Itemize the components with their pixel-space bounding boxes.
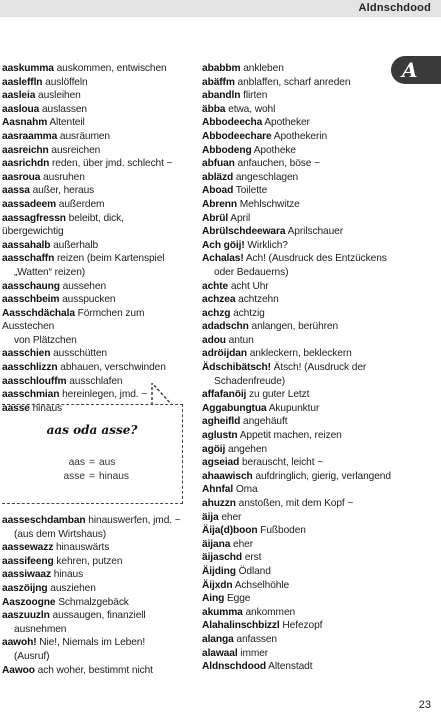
callout-term: aas	[68, 457, 85, 468]
dictionary-entry	[202, 76, 392, 90]
dictionary-entry	[202, 619, 392, 633]
entry-definition: auslassen	[41, 103, 87, 115]
entry-definition: außerdem	[58, 198, 105, 210]
entry-definition: eher	[233, 538, 254, 550]
dictionary-entry	[202, 116, 392, 130]
entry-definition: achtzehn	[238, 294, 279, 306]
entry-definition: Altenteil	[49, 117, 85, 129]
dictionary-entry	[2, 609, 187, 636]
entry-headword: äijana	[202, 538, 231, 550]
dictionary-entry	[202, 429, 392, 443]
entry-headword: Abbodeechare	[202, 130, 272, 142]
dictionary-entry	[202, 184, 392, 198]
entry-definition: flirten	[243, 90, 268, 102]
page-header	[0, 0, 441, 17]
entry-definition: Ach! (Ausdruck des Entzückens	[245, 253, 387, 265]
entry-headword: agseiad	[202, 457, 240, 469]
dictionary-entry	[2, 307, 187, 348]
entry-definition: Wirklich?	[247, 239, 288, 251]
dictionary-entry	[202, 470, 392, 484]
dictionary-entry	[202, 456, 392, 470]
entry-headword: adröijdan	[202, 348, 247, 360]
entry-headword: aasschaung	[2, 280, 60, 292]
entry-headword: aasleffln	[2, 76, 43, 88]
entry-definition: ankleckern, bekleckern	[249, 348, 352, 360]
left-entries-bottom	[2, 514, 187, 677]
dictionary-entry	[2, 293, 187, 307]
entry-headword: Abbodeecha	[202, 117, 263, 129]
entry-definition: ausspucken	[62, 294, 116, 306]
entry-definition: Nie!, Niemals im Leben!	[39, 637, 146, 649]
dictionary-entry	[2, 596, 187, 610]
entry-headword: aasroua	[2, 171, 41, 183]
dictionary-entry	[202, 361, 392, 388]
entry-definition: Akupunktur	[268, 402, 320, 414]
dictionary-entry	[202, 592, 392, 606]
entry-headword: alawaal	[202, 647, 238, 659]
entry-definition: hereinlegen, jmd. ~	[62, 389, 148, 401]
dictionary-entry	[202, 415, 392, 429]
entry-definition: angeschlagen	[235, 171, 299, 183]
callout-meaning: hinaus	[99, 471, 130, 482]
entry-headword: aaszöijng	[2, 582, 48, 594]
entry-headword: Abrülschdeewara	[202, 226, 286, 238]
entry-headword: achte	[202, 280, 229, 292]
entry-definition: auslöffeln	[45, 76, 88, 88]
entry-headword: aasse	[2, 402, 30, 414]
entry-headword: abläzd	[202, 171, 234, 183]
entry-headword: agöij	[202, 443, 226, 455]
entry-headword: Aawoo	[2, 664, 35, 676]
dictionary-entry	[202, 551, 392, 565]
entry-headword: Alahalinschbizzl	[202, 620, 280, 632]
entry-headword: Äijxdn	[202, 579, 233, 591]
right-entries	[202, 62, 392, 674]
entry-definition: Fußboden	[260, 525, 306, 537]
entry-definition: außer, heraus	[32, 185, 95, 197]
entry-continuation: ausnehmen	[14, 623, 67, 635]
dictionary-entry	[202, 647, 392, 661]
entry-headword: aaszuuzln	[2, 610, 50, 622]
dictionary-entry	[2, 582, 187, 596]
entry-headword: Aggabungtua	[202, 402, 267, 414]
entry-definition: April	[230, 212, 251, 224]
dictionary-entry	[202, 239, 392, 253]
entry-headword: achzea	[202, 294, 236, 306]
entry-headword: aasleia	[2, 90, 36, 102]
entry-headword: abäffm	[202, 76, 235, 88]
entry-headword: aasraamma	[2, 130, 58, 142]
entry-headword: äija	[202, 511, 219, 523]
entry-definition: Achselhöhle	[234, 579, 290, 591]
dictionary-entry	[2, 347, 187, 361]
entry-headword: abfuan	[202, 158, 235, 170]
entry-headword: aasschien	[2, 348, 51, 360]
entry-definition: ausziehen	[50, 582, 96, 594]
dictionary-entry	[202, 280, 392, 294]
entry-headword: achzg	[202, 307, 231, 319]
letter-index-tab	[391, 56, 441, 84]
entry-headword: aasrichdn	[2, 158, 50, 170]
dictionary-entry	[202, 511, 392, 525]
entry-definition: reizen (beim Kartenspiel	[56, 253, 165, 265]
entry-continuation: „Watten“ reizen)	[14, 266, 86, 278]
dictionary-entry	[2, 116, 187, 130]
entry-definition: abhauen, verschwinden	[60, 362, 166, 374]
entry-definition: antun	[228, 334, 254, 346]
entry-definition: zu guter Letzt	[249, 389, 310, 401]
entry-headword: Ahnfal	[202, 484, 234, 496]
dictionary-entry	[202, 497, 392, 511]
entry-headword: Aboad	[202, 185, 234, 197]
entry-definition: angehäuft	[243, 416, 288, 428]
dictionary-entry	[2, 184, 187, 198]
entry-definition: berauscht, leicht ~	[241, 457, 324, 469]
left-column	[0, 62, 187, 415]
entry-definition: ausschütten	[53, 348, 107, 360]
entry-headword: Ädschibätsch!	[202, 362, 271, 374]
entry-definition: hinaus	[53, 569, 84, 581]
entry-definition: kehren, putzen	[56, 555, 123, 567]
dictionary-entry	[202, 89, 392, 103]
entry-definition: Apotheke	[253, 144, 296, 156]
entry-definition: erst	[244, 552, 262, 564]
entry-definition: ankleben	[243, 63, 284, 74]
entry-definition: anfassen	[236, 633, 277, 645]
dictionary-entry	[2, 171, 187, 185]
entry-headword: Aasschdächala	[2, 307, 75, 319]
entry-definition: ach woher, bestimmt nicht	[37, 664, 153, 676]
entry-headword: aassa	[2, 185, 30, 197]
entry-definition: ausreichen	[51, 144, 101, 156]
dictionary-entry	[202, 198, 392, 212]
dictionary-entry	[2, 555, 187, 569]
dictionary-entry	[2, 541, 187, 555]
entry-headword: ahaawisch	[202, 470, 253, 482]
dictionary-entry	[202, 524, 392, 538]
entry-definition: außerhalb	[53, 239, 99, 251]
entry-definition: hinauswärts	[55, 542, 110, 554]
entry-definition: hinaus	[32, 402, 62, 414]
entry-definition: Appetit machen, reizen	[239, 430, 342, 442]
entry-headword: aassadeem	[2, 198, 57, 210]
entry-definition: Oma	[235, 484, 258, 496]
entry-definition: Ätsch! (Ausdruck der	[273, 362, 367, 374]
entry-headword: adou	[202, 334, 226, 346]
entry-definition: Ödland	[238, 565, 271, 577]
left-column-bottom	[0, 514, 187, 677]
callout-row	[2, 457, 182, 468]
entry-definition: achtzig	[233, 307, 265, 319]
entry-headword: ahuzzn	[202, 498, 236, 509]
entry-definition: eher	[221, 511, 242, 523]
dictionary-entry	[2, 76, 187, 90]
callout-tail	[150, 383, 174, 405]
entry-headword: alanga	[202, 633, 234, 645]
entry-definition: ausschlafen	[69, 375, 123, 387]
entry-definition: Schmalzgebäck	[58, 596, 129, 608]
entry-headword: aaskumma	[2, 63, 54, 74]
entry-definition: Förmchen zum Ausstechen	[2, 307, 145, 333]
dictionary-entry	[202, 212, 392, 226]
dictionary-entry	[2, 252, 187, 279]
dictionary-entry	[2, 157, 187, 171]
entry-headword: aassifeeng	[2, 555, 54, 567]
dictionary-entry	[2, 89, 187, 103]
entry-headword: Aaszoogne	[2, 596, 56, 608]
entry-definition: aussehen	[62, 280, 107, 292]
dictionary-entry	[202, 538, 392, 552]
dictionary-entry	[202, 293, 392, 307]
entry-headword: Ach göij!	[202, 239, 245, 251]
dictionary-entry	[202, 443, 392, 457]
dictionary-entry	[2, 144, 187, 158]
dictionary-entry	[2, 62, 187, 76]
dictionary-entry	[202, 388, 392, 402]
callout-row	[2, 471, 182, 482]
callout-meaning: aus	[99, 457, 116, 468]
entry-definition: Aprilschauer	[287, 226, 344, 238]
dictionary-entry	[2, 239, 187, 253]
callout-equals: =	[89, 457, 95, 468]
entry-headword: aasschlouffm	[2, 375, 67, 387]
entry-definition: anlangen, berühren	[251, 321, 339, 333]
entry-headword: Aing	[202, 593, 225, 605]
dictionary-entry	[2, 514, 187, 541]
entry-continuation: (aus dem Wirtshaus)	[14, 528, 107, 540]
dictionary-entry	[2, 280, 187, 294]
dictionary-entry	[202, 483, 392, 497]
entry-headword: abandln	[202, 90, 241, 102]
entry-headword: Äija(d)boon	[202, 525, 258, 537]
entry-definition: hinauswerfen, jmd. ~	[88, 515, 181, 526]
entry-headword: Aasnahm	[2, 117, 48, 129]
entry-headword: adadschn	[202, 321, 249, 333]
entry-headword: äbba	[202, 103, 226, 115]
dictionary-entry	[202, 633, 392, 647]
dictionary-entry	[202, 320, 392, 334]
callout-equals: =	[89, 471, 95, 482]
entry-definition: Apothekerin	[273, 130, 328, 142]
entry-headword: aassewazz	[2, 542, 54, 554]
entry-headword: Abrenn	[202, 198, 238, 210]
entry-headword: äijaschd	[202, 552, 242, 564]
dictionary-entry	[2, 636, 187, 663]
left-entries-top	[2, 62, 187, 415]
dictionary-entry	[202, 660, 392, 674]
entry-headword: agheifld	[202, 416, 241, 428]
callout-term: asse	[63, 471, 85, 482]
entry-definition: Egge	[226, 593, 251, 605]
dictionary-entry	[202, 144, 392, 158]
callout-box	[2, 404, 183, 504]
dictionary-entry	[202, 62, 392, 76]
dictionary-entry	[202, 579, 392, 593]
entry-definition: ausräumen	[59, 130, 110, 142]
entry-definition: beleibt, dick, übergewichtig	[2, 212, 124, 238]
entry-definition: etwa, wohl	[228, 103, 276, 115]
entry-headword: aassiwaaz	[2, 569, 51, 581]
entry-continuation: (Ausruf)	[14, 650, 50, 662]
dictionary-entry	[202, 307, 392, 321]
entry-definition: aussaugen, finanziell	[52, 610, 146, 622]
entry-continuation: Schadenfreude)	[214, 375, 286, 387]
dictionary-entry	[202, 103, 392, 117]
entry-headword: aasschlizzn	[2, 362, 58, 374]
entry-definition: ausruhen	[43, 171, 85, 183]
dictionary-entry	[202, 171, 392, 185]
dictionary-entry	[202, 347, 392, 361]
letter-index-label: A	[402, 58, 418, 82]
callout-title: aas oda asse?	[46, 423, 138, 437]
entry-headword: Aldnschdood	[202, 661, 266, 673]
dictionary-entry	[2, 103, 187, 117]
entry-headword: Abrül	[202, 212, 229, 224]
entry-headword: aasloua	[2, 103, 40, 115]
entry-definition: reden, über jmd. schlecht ~	[51, 158, 173, 170]
entry-definition: acht Uhr	[230, 280, 269, 292]
dictionary-entry	[202, 565, 392, 579]
entry-definition: ausleihen	[38, 90, 81, 102]
entry-headword: aassahalb	[2, 239, 51, 251]
entry-headword: aasschaffn	[2, 253, 55, 265]
dictionary-entry	[202, 606, 392, 620]
right-column	[202, 62, 392, 674]
entry-headword: akumma	[202, 606, 243, 618]
entry-headword: affafanöij	[202, 389, 247, 401]
dictionary-entry	[2, 130, 187, 144]
entry-definition: anblaffen, scharf anreden	[237, 76, 351, 88]
dictionary-entry	[202, 252, 392, 279]
entry-definition: auskommen, entwischen	[56, 63, 167, 74]
entry-definition: Toilette	[235, 185, 268, 197]
dictionary-entry	[202, 334, 392, 348]
entry-headword: Achalas!	[202, 253, 244, 265]
entry-definition: angehen	[228, 443, 267, 455]
entry-headword: aassagfressn	[2, 212, 66, 224]
entry-headword: Abbodeng	[202, 144, 252, 156]
entry-headword: aasschbeim	[2, 294, 60, 306]
dictionary-entry	[2, 361, 187, 375]
entry-definition: Mehlschwitze	[239, 198, 300, 210]
dictionary-entry	[2, 568, 187, 582]
entry-headword: aasschmian	[2, 389, 60, 401]
entry-definition: Altenstadt	[268, 661, 313, 673]
entry-continuation: von Plätzchen	[14, 334, 77, 346]
dictionary-entry	[2, 198, 187, 212]
entry-headword: Äijding	[202, 565, 236, 577]
dictionary-entry	[202, 157, 392, 171]
entry-definition: Apotheker	[264, 117, 310, 129]
entry-definition: aufdringlich, gierig, verlangend	[255, 470, 391, 482]
entry-headword: aglustn	[202, 430, 238, 442]
entry-headword: ababbm	[202, 63, 241, 74]
running-header-title: Aldnschdood	[358, 2, 431, 14]
dictionary-entry	[202, 402, 392, 416]
entry-headword: aasseschdamban	[2, 515, 86, 526]
page-number: 23	[418, 699, 431, 711]
entry-continuation: oder Bedauerns)	[214, 266, 289, 278]
entry-headword: aasreichn	[2, 144, 49, 156]
entry-definition: immer	[240, 647, 269, 659]
entry-definition: anfauchen, böse ~	[237, 158, 320, 170]
dictionary-entry	[202, 225, 392, 239]
dictionary-entry	[2, 212, 187, 239]
entry-headword: aawoh!	[2, 637, 37, 649]
entry-definition: anstoßen, mit dem Kopf ~	[238, 498, 354, 509]
entry-definition: ankommen	[245, 606, 296, 618]
dictionary-entry	[2, 664, 187, 678]
dictionary-entry	[202, 130, 392, 144]
entry-definition: Hefezopf	[282, 620, 323, 632]
